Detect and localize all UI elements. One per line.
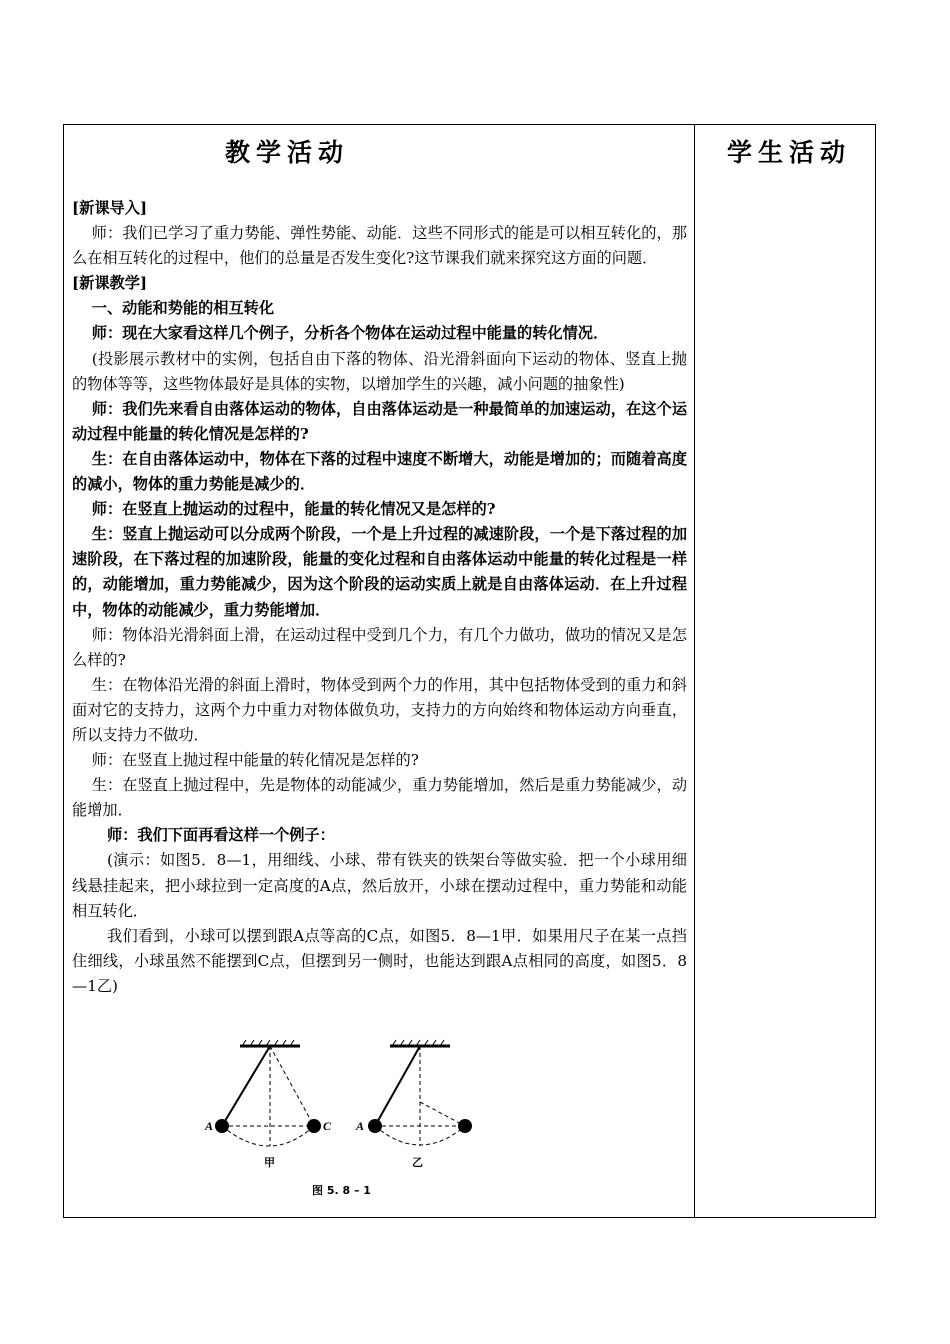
section-intro-heading: [新课导入]	[72, 199, 148, 217]
paragraph: 师：我们先来看自由落体运动的物体，自由落体运动是一种最简单的加速运动，在这个运动过程中能量的转化情况是怎样的?	[72, 399, 687, 443]
subsection-heading: 一、动能和势能的相互转化	[91, 299, 274, 318]
paragraph: 我们看到，小球可以摆到跟A点等高的C点，如图5．8—1甲．如果用尺子在某一点挡住细线，小球虽然不能摆到C点，但摆到另一侧时，也能达到跟A点相同的高度，如图5．8—1乙)	[72, 926, 687, 995]
column-divider	[694, 124, 695, 1218]
paragraph: 生：竖直上抛运动可以分成两个阶段，一个是上升过程的减速阶段，一个是下落过程的加速阶段，在下落过程的加速阶段，能量的变化过程和自由落体运动中能量的转化过程是一样的，动能增加，重力势能减少，因为这个阶段的运动实质上就是自由落体运动．在上升过程中，物体的动能减少，重力势能增加．	[72, 525, 687, 619]
caption-jia: 甲	[264, 1156, 275, 1169]
caption-yi: 乙	[412, 1156, 423, 1169]
student-activity-header: 学生活动	[727, 138, 852, 167]
paragraph: 师：我们已学习了重力势能、弹性势能、动能．这些不同形式的能是可以相互转化的，那么在相互转化的过程中，他们的总量是否发生变化?这节课我们就来探究这方面的问题．	[72, 224, 687, 268]
paragraph: 师：物体沿光滑斜面上滑，在运动过程中受到几个力，有几个力做功，做功的情况又是怎么样的?	[72, 625, 687, 669]
pendulum-diagram	[200, 1036, 490, 1206]
pendulum-figure	[200, 1036, 490, 1206]
teacher-activity-header: 教学活动	[225, 138, 350, 167]
paragraph: 师：现在大家看这样几个例子，分析各个物体在运动过程中能量的转化情况．	[91, 324, 609, 343]
label-c-jia: C	[323, 1119, 332, 1133]
paragraph: 师：在竖直上抛过程中能量的转化情况是怎样的?	[91, 751, 419, 770]
ball-c-yi	[458, 1119, 472, 1133]
paragraph: 师：在竖直上抛运动的过程中，能量的转化情况又是怎样的?	[91, 500, 496, 519]
paragraph: (演示：如图5．8—1，用细线、小球、带有铁夹的铁架台等做实验．把一个小球用细线悬挂起来，把小球拉到一定高度的A点，然后放开，小球在摆动过程中，重力势能和动能相互转化．	[72, 851, 687, 920]
label-a-yi: A	[356, 1119, 365, 1133]
paragraph: 生：在物体沿光滑的斜面上滑时，物体受到两个力的作用，其中包括物体受到的重力和斜面对它的支持力，这两个力中重力对物体做负功，支持力的方向始终和物体运动方向垂直，所以支持力不做功．	[72, 675, 687, 744]
paragraph: (投影展示教材中的实例，包括自由下落的物体、沿光滑斜面向下运动的物体、竖直上抛的物体等等，这些物体最好是具体的实物，以增加学生的兴趣，减小问题的抽象性)	[72, 349, 687, 393]
ball-c-jia	[307, 1119, 321, 1133]
paragraph: 生：在竖直上抛过程中，先是物体的动能减少，重力势能增加，然后是重力势能减少，动能增加．	[72, 776, 687, 820]
paragraph: 师：我们下面再看这样一个例子：	[106, 826, 335, 845]
section-new-heading: [新课教学]	[72, 274, 148, 293]
ball-a-yi	[368, 1119, 382, 1133]
paragraph: 生：在自由落体运动中，物体在下落的过程中速度不断增大，动能是增加的；而随着高度的减小，物体的重力势能是减少的．	[72, 449, 687, 494]
label-a-jia: A	[205, 1119, 214, 1133]
figure-caption: 图 5. 8 – 1	[312, 1184, 371, 1197]
ball-a-jia	[215, 1119, 229, 1133]
teaching-content	[72, 196, 687, 999]
